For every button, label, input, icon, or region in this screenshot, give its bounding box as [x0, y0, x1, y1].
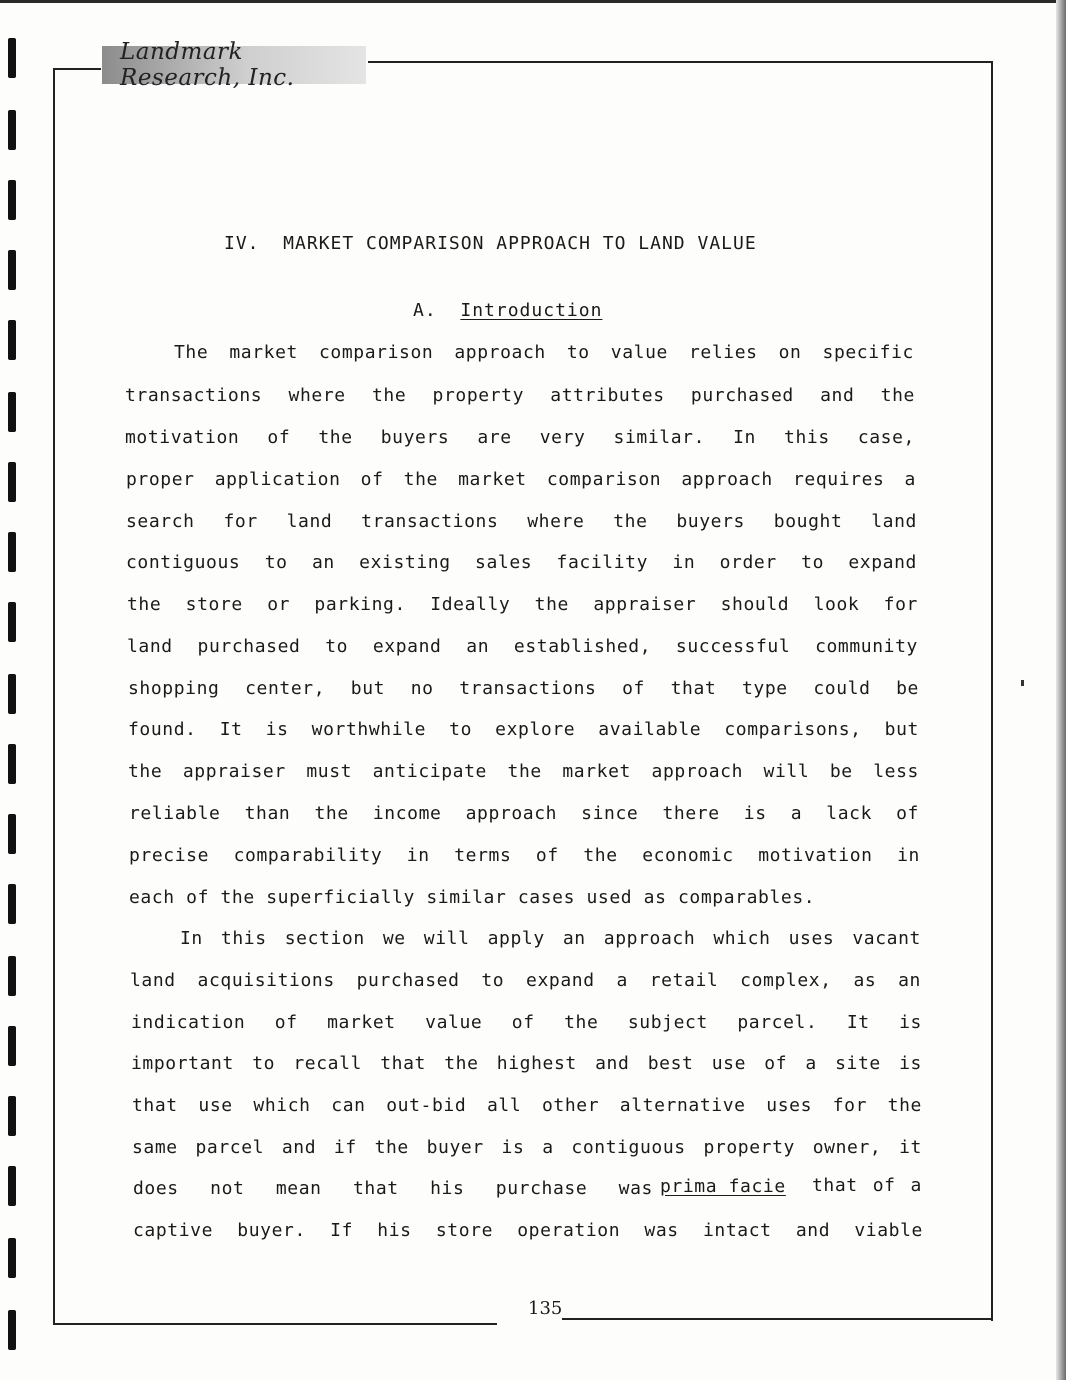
page-number: 135	[528, 1298, 563, 1319]
paragraph2-line: indication of market value of the subject parcel. It is	[131, 1012, 922, 1033]
page-frame-left	[53, 68, 55, 1325]
binding-hole	[8, 180, 16, 220]
logo-text: Landmark Research, Inc.	[120, 39, 295, 91]
binding-hole	[8, 602, 16, 642]
binding-hole	[8, 392, 16, 432]
scan-top-edge	[0, 0, 1066, 3]
page-frame-top-right	[368, 61, 993, 63]
paragraph2-line: captive buyer. If his store operation was intact and viable	[133, 1220, 923, 1241]
binding-hole	[8, 814, 16, 854]
paragraph1-line: contiguous to an existing sales facility in order to expand	[126, 552, 917, 573]
binding-hole	[8, 956, 16, 996]
binding-hole	[8, 110, 16, 150]
paragraph1-line: proper application of the market comparison approach requires a	[126, 469, 916, 490]
binding-hole	[8, 744, 16, 784]
page-frame-right	[991, 61, 993, 1321]
page-frame-bottom-right	[562, 1318, 993, 1320]
paragraph2-line: same parcel and if the buyer is a contiguous property owner, it	[132, 1137, 922, 1158]
paragraph2-line: does not mean that his purchase was	[133, 1178, 653, 1199]
binding-hole	[8, 1238, 16, 1278]
paragraph2-line: that use which can out-bid all other alternative uses for the	[132, 1095, 922, 1116]
binding-hole	[8, 884, 16, 924]
paragraph1-line: reliable than the income approach since there is a lack of	[129, 803, 919, 824]
subsection-title: Introduction	[460, 300, 603, 321]
paragraph1-line: motivation of the buyers are very similar. In this case,	[125, 427, 915, 448]
binding-hole	[8, 1166, 16, 1206]
page-frame-top-left	[53, 68, 101, 70]
scan-speck	[1021, 680, 1024, 686]
binding-hole	[8, 674, 16, 714]
binding-hole	[8, 250, 16, 290]
paragraph1-line: transactions where the property attributes purchased and the	[125, 385, 915, 406]
page-frame-bottom-left	[53, 1323, 497, 1325]
paragraph2-line: land acquisitions purchased to expand a retail complex, as an	[130, 970, 921, 991]
paragraph1-line: search for land transactions where the buyers bought land	[126, 511, 917, 532]
binding-hole	[8, 320, 16, 360]
paragraph1-line: The market comparison approach to value relies on specific	[174, 342, 914, 363]
binding-hole	[8, 532, 16, 572]
scan-right-edge	[1056, 0, 1066, 1380]
paragraph1-line: precise comparability in terms of the economic motivation in	[129, 845, 920, 866]
paragraph1-line: land purchased to expand an established, successful community	[127, 636, 918, 657]
paragraph1-line: found. It is worthwhile to explore available comparisons, but	[128, 719, 919, 740]
subsection-heading	[413, 300, 602, 321]
prima-facie-text: prima facie	[660, 1176, 786, 1197]
binding-hole	[8, 1096, 16, 1136]
binding-hole	[8, 462, 16, 502]
subsection-label: A.	[413, 300, 437, 321]
paragraph1-line: the appraiser must anticipate the market approach will be less	[128, 761, 919, 782]
paragraph2-line: In this section we will apply an approach which uses vacant	[180, 928, 921, 949]
section-heading: IV. MARKET COMPARISON APPROACH TO LAND VALUE	[224, 233, 757, 254]
paragraph2-line: important to recall that the highest and best use of a site is	[131, 1053, 922, 1074]
paragraph2-line-end: that of a	[812, 1175, 922, 1196]
binding-hole	[8, 38, 16, 78]
company-logo	[102, 39, 366, 91]
paragraph1-line: shopping center, but no transactions of that type could be	[128, 678, 919, 699]
binding-hole	[8, 1310, 16, 1350]
binding-hole	[8, 1026, 16, 1066]
paragraph1-line: the store or parking. Ideally the appraiser should look for	[127, 594, 918, 615]
paragraph1-line: each of the superficially similar cases used as comparables.	[129, 887, 816, 908]
